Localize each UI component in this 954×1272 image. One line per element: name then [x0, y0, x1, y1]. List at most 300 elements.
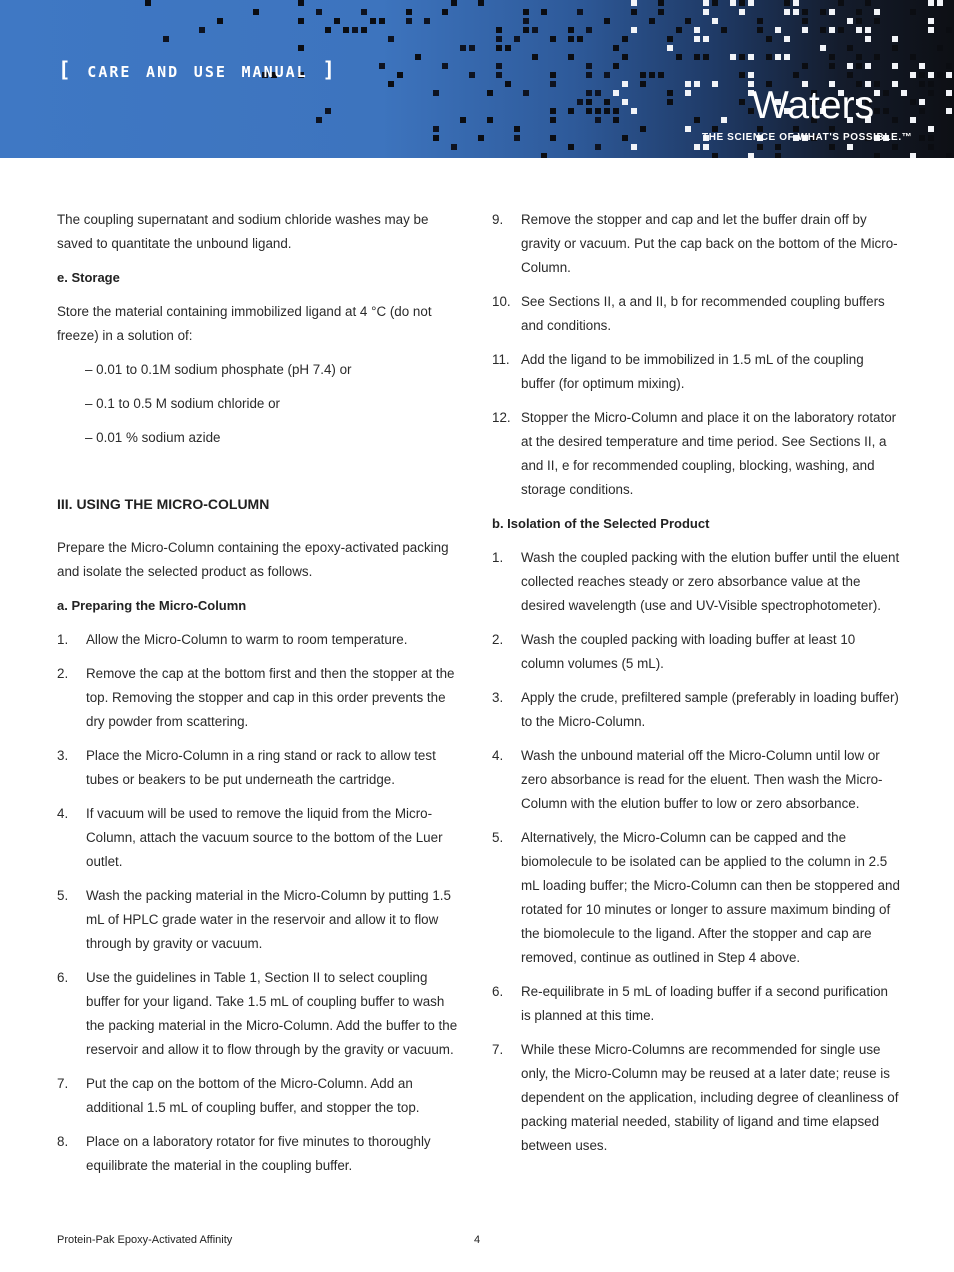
list-item — [57, 1072, 462, 1120]
pixel-block — [919, 135, 925, 141]
pixel-block — [514, 135, 520, 141]
pixel-block — [505, 81, 511, 87]
pixel-block — [397, 72, 403, 78]
pixel-block — [640, 126, 646, 132]
pixel-block — [847, 63, 853, 69]
pixel-block — [388, 36, 394, 42]
pixel-block — [946, 153, 952, 158]
pixel-block — [946, 27, 952, 33]
pixel-block — [910, 153, 916, 158]
pixel-block — [928, 81, 934, 87]
storage-list-item: – 0.01 % sodium azide — [85, 430, 221, 445]
pixel-block — [424, 18, 430, 24]
pixel-block — [856, 9, 862, 15]
list-item — [492, 980, 900, 1028]
pixel-block — [937, 72, 943, 78]
pixel-block — [928, 135, 934, 141]
pixel-block — [586, 99, 592, 105]
pixel-block — [631, 27, 637, 33]
pixel-block — [775, 27, 781, 33]
list-item — [492, 290, 900, 338]
pixel-block — [694, 144, 700, 150]
pixel-block — [469, 72, 475, 78]
pixel-block — [622, 54, 628, 60]
pixel-block — [541, 153, 547, 158]
pixel-block — [910, 117, 916, 123]
pixel-block — [892, 36, 898, 42]
pixel-block — [352, 27, 358, 33]
pixel-block — [460, 45, 466, 51]
list-item-number: 7. — [492, 1042, 504, 1057]
pixel-block — [730, 54, 736, 60]
pixel-block — [388, 81, 394, 87]
pixel-block — [928, 27, 934, 33]
pixel-block — [253, 9, 259, 15]
storage-list-item: – 0.1 to 0.5 M sodium chloride or — [85, 396, 281, 411]
pixel-block — [703, 144, 709, 150]
pixel-block — [676, 27, 682, 33]
list-item-text: Allow the Micro-Column to warm to room temperature. — [86, 632, 408, 647]
pixel-block — [739, 54, 745, 60]
pixel-block — [721, 27, 727, 33]
pixel-block — [496, 27, 502, 33]
pixel-block — [406, 9, 412, 15]
pixel-block — [712, 0, 718, 6]
pixel-block — [325, 27, 331, 33]
list-item — [57, 628, 462, 652]
pixel-block — [892, 63, 898, 69]
pixel-block — [631, 144, 637, 150]
pixel-block — [784, 9, 790, 15]
pixel-block — [667, 36, 673, 42]
pixel-block — [586, 108, 592, 114]
pixel-block — [604, 99, 610, 105]
pixel-block — [856, 63, 862, 69]
isolation-heading: b. Isolation of the Selected Product — [492, 516, 710, 531]
list-item-number: 6. — [492, 984, 504, 999]
storage-list-item: – 0.01 to 0.1M sodium phosphate (pH 7.4) or — [85, 362, 352, 377]
list-item — [57, 1130, 462, 1178]
pixel-block — [604, 18, 610, 24]
pixel-block — [694, 36, 700, 42]
pixel-block — [757, 18, 763, 24]
pixel-block — [910, 99, 916, 105]
list-item-number: 9. — [492, 212, 504, 227]
pixel-block — [793, 72, 799, 78]
page-number: 4 — [474, 1234, 481, 1246]
pixel-block — [919, 81, 925, 87]
pixel-block — [568, 27, 574, 33]
list-item-text: If vacuum will be used to remove the liquid from the Micro-Column, attach the vacuum source to the bottom of the Luer outlet. — [86, 806, 443, 869]
brand-tagline: THE SCIENCE OF WHAT'S POSSIBLE.™ — [702, 132, 913, 143]
list-item-text: Wash the unbound material off the Micro-Column until low or zero absorbance is read for the eluent. Then wash the Micro-Column with the elution buffer to low or zero absorbance. — [521, 748, 883, 811]
list-item-number: 6. — [57, 970, 69, 985]
pixel-block — [298, 45, 304, 51]
pixel-block — [496, 63, 502, 69]
pixel-block — [874, 90, 880, 96]
pixel-block — [658, 0, 664, 6]
pixel-block — [550, 135, 556, 141]
pixel-block — [874, 18, 880, 24]
list-item-text: Put the cap on the bottom of the Micro-Column. Add an additional 1.5 mL of coupling buffer, and stopper the top. — [86, 1076, 420, 1115]
pixel-block — [919, 63, 925, 69]
list-item-text: Place the Micro-Column in a ring stand or rack to allow test tubes or beakers to be put underneath the cartridge. — [86, 748, 436, 787]
pixel-block — [433, 126, 439, 132]
pixel-block — [928, 126, 934, 132]
pixel-block — [802, 9, 808, 15]
pixel-block — [532, 54, 538, 60]
pixel-block — [433, 135, 439, 141]
pixel-block — [802, 18, 808, 24]
pixel-block — [415, 54, 421, 60]
pixel-block — [622, 135, 628, 141]
list-item-number: 7. — [57, 1076, 69, 1091]
pixel-block — [748, 0, 754, 6]
pixel-block — [532, 27, 538, 33]
list-item — [57, 802, 462, 874]
pixel-block — [514, 36, 520, 42]
pixel-block — [370, 18, 376, 24]
pixel-block — [748, 54, 754, 60]
pixel-block — [865, 0, 871, 6]
pixel-block — [433, 90, 439, 96]
pixel-block — [847, 45, 853, 51]
pixel-block — [622, 36, 628, 42]
pixel-block — [856, 18, 862, 24]
pixel-block — [541, 9, 547, 15]
pixel-block — [505, 45, 511, 51]
list-item-number: 1. — [492, 550, 504, 565]
pixel-block — [703, 36, 709, 42]
pixel-block — [829, 54, 835, 60]
storage-paragraph: Store the material containing immobilized ligand at 4 °C (do not freeze) in a solution of: — [57, 304, 432, 343]
pixel-block — [163, 36, 169, 42]
pixel-block — [478, 0, 484, 6]
list-item-text: Wash the coupled packing with the elution buffer until the eluent collected reaches steady or zero absorbance value at the desired wavelength (use and UV-Visible spectrophotometer). — [521, 550, 900, 613]
pixel-block — [874, 9, 880, 15]
pixel-block — [568, 36, 574, 42]
pixel-block — [442, 9, 448, 15]
pixel-block — [874, 54, 880, 60]
pixel-block — [694, 81, 700, 87]
pixel-block — [820, 9, 826, 15]
list-item — [492, 546, 900, 618]
pixel-block — [784, 0, 790, 6]
pixel-block — [892, 144, 898, 150]
pixel-block — [838, 27, 844, 33]
pixel-block — [802, 27, 808, 33]
header-banner — [0, 0, 954, 158]
pixel-block — [721, 117, 727, 123]
pixel-block — [748, 72, 754, 78]
pixel-block — [631, 0, 637, 6]
pixel-block — [829, 63, 835, 69]
pixel-block — [685, 90, 691, 96]
pixel-block — [919, 72, 925, 78]
manual-title: [ care and use manual ] — [58, 58, 337, 82]
isolation-steps-list — [492, 546, 900, 1158]
pixel-block — [298, 18, 304, 24]
pixel-block — [640, 72, 646, 78]
list-item — [492, 208, 900, 280]
list-item-text: See Sections II, a and II, b for recommended coupling buffers and conditions. — [521, 294, 885, 333]
pixel-block — [739, 99, 745, 105]
pixel-block — [685, 18, 691, 24]
pixel-block — [334, 18, 340, 24]
pixel-block — [514, 126, 520, 132]
pixel-block — [685, 126, 691, 132]
pixel-block — [523, 9, 529, 15]
pixel-block — [613, 90, 619, 96]
pixel-block — [739, 9, 745, 15]
pixel-block — [361, 27, 367, 33]
pixel-block — [757, 144, 763, 150]
pixel-block — [892, 81, 898, 87]
pixel-block — [829, 27, 835, 33]
list-item-number: 4. — [57, 806, 69, 821]
list-item-text: Alternatively, the Micro-Column can be capped and the biomolecule to be isolated can be applied to the column in 2.5 mL loading buffer; the Micro-Column can then be stoppered and rotated for 10 minutes or longer to assure maximum binding of the biomolecule to the ligand. After the stopper and cap are removed, continue as outlined in Step 4 above. — [521, 830, 900, 965]
list-item-number: 11. — [492, 352, 510, 367]
pixel-block — [487, 117, 493, 123]
pixel-block — [712, 18, 718, 24]
waters-logo: Waters — [752, 84, 875, 127]
list-item-number: 2. — [57, 666, 69, 681]
list-item-text: Remove the cap at the bottom first and then the stopper at the top. Removing the stopper and cap in this order prevents the dry powder from scattering. — [86, 666, 455, 729]
pixel-block — [649, 72, 655, 78]
pixel-block — [496, 45, 502, 51]
pixel-block — [613, 63, 619, 69]
list-item — [57, 662, 462, 734]
pixel-block — [496, 72, 502, 78]
pixel-block — [595, 90, 601, 96]
list-item-text: Wash the coupled packing with loading buffer at least 10 column volumes (5 mL). — [521, 632, 856, 671]
pixel-block — [874, 153, 880, 158]
intro-paragraph: The coupling supernatant and sodium chloride washes may be saved to quantitate the unbound ligand. — [57, 212, 429, 251]
list-item-text: Stopper the Micro-Column and place it on the laboratory rotator at the desired temperature and time period. See Sections II, a and II, e for recommended coupling, blocking, washing, and storage conditions. — [521, 410, 897, 497]
pixel-block — [631, 108, 637, 114]
pixel-block — [928, 90, 934, 96]
pixel-block — [739, 72, 745, 78]
prep-heading: a. Preparing the Micro-Column — [57, 598, 247, 613]
list-item-text: Use the guidelines in Table 1, Section II to select coupling buffer for your ligand. Take 1.5 mL of coupling buffer to wash the packing material in the Micro-Column. Add the buffer to the reservoir and allow it to flow through by the gravity or vacuum. — [86, 970, 458, 1057]
pixel-block — [469, 45, 475, 51]
pixel-block — [496, 36, 502, 42]
pixel-block — [523, 90, 529, 96]
pixel-block — [793, 9, 799, 15]
pixel-block — [442, 63, 448, 69]
pixel-block — [667, 99, 673, 105]
pixel-block — [793, 0, 799, 6]
pixel-block — [586, 72, 592, 78]
pixel-block — [847, 144, 853, 150]
list-item-text: Wash the packing material in the Micro-Column by putting 1.5 mL of HPLC grade water in the reservoir and allow it to flow through by gravity or vacuum. — [86, 888, 451, 951]
pixel-block — [937, 45, 943, 51]
list-item-number: 5. — [492, 830, 504, 845]
pixel-block — [892, 117, 898, 123]
pixel-block — [343, 27, 349, 33]
list-item-number: 4. — [492, 748, 504, 763]
pixel-block — [928, 144, 934, 150]
pixel-block — [928, 18, 934, 24]
prep-steps-list — [57, 628, 462, 1178]
pixel-block — [694, 117, 700, 123]
pixel-block — [856, 27, 862, 33]
pixel-block — [946, 72, 952, 78]
pixel-block — [730, 0, 736, 6]
pixel-block — [379, 63, 385, 69]
pixel-block — [298, 0, 304, 6]
pixel-block — [937, 0, 943, 6]
pixel-block — [568, 108, 574, 114]
storage-list — [57, 358, 462, 450]
list-item — [492, 744, 900, 816]
list-item — [492, 628, 900, 676]
list-item-text: Apply the crude, prefiltered sample (preferably in loading buffer) to the Micro-Column. — [521, 690, 899, 729]
pixel-block — [712, 81, 718, 87]
pixel-block — [676, 54, 682, 60]
pixel-block — [910, 72, 916, 78]
list-item — [492, 686, 900, 734]
pixel-block — [919, 108, 925, 114]
list-item — [492, 826, 900, 970]
pixel-block — [586, 63, 592, 69]
list-item-number: 1. — [57, 632, 69, 647]
pixel-block — [685, 81, 691, 87]
pixel-block — [802, 63, 808, 69]
pixel-block — [451, 0, 457, 6]
pixel-block — [595, 117, 601, 123]
pixel-block — [694, 54, 700, 60]
pixel-block — [739, 0, 745, 6]
list-item — [57, 744, 462, 792]
pixel-block — [946, 63, 952, 69]
pixel-block — [865, 36, 871, 42]
pixel-block — [775, 144, 781, 150]
pixel-block — [613, 108, 619, 114]
pixel-block — [451, 144, 457, 150]
pixel-block — [748, 153, 754, 158]
pixel-block — [586, 90, 592, 96]
pixel-block — [766, 36, 772, 42]
list-item — [57, 966, 462, 1062]
pixel-block — [658, 72, 664, 78]
pixel-block — [577, 99, 583, 105]
pixel-block — [784, 54, 790, 60]
list-item-text: Re-equilibrate in 5 mL of loading buffer if a second purification is planned at this time. — [521, 984, 888, 1023]
pixel-block — [703, 54, 709, 60]
pixel-block — [847, 18, 853, 24]
pixel-block — [847, 72, 853, 78]
pixel-block — [892, 45, 898, 51]
pixel-block — [478, 135, 484, 141]
pixel-block — [829, 144, 835, 150]
pixel-block — [460, 117, 466, 123]
left-column — [57, 208, 462, 1188]
pixel-block — [694, 27, 700, 33]
pixel-block — [622, 81, 628, 87]
pixel-block — [703, 9, 709, 15]
pixel-block — [217, 18, 223, 24]
pixel-block — [631, 9, 637, 15]
list-item-text: While these Micro-Columns are recommended for single use only, the Micro-Column may be reused at a later date; reuse is dependent on the application, including degree of cleanliness of packing material needed, stability of ligand and time elapsed between uses. — [521, 1042, 899, 1153]
pixel-block — [874, 81, 880, 87]
list-item-text: Remove the stopper and cap and let the buffer drain off by gravity or vacuum. Put the cap back on the bottom of the Micro-Column. — [521, 212, 898, 275]
pixel-block — [658, 9, 664, 15]
section-heading: III. USING THE MICRO-COLUMN — [57, 496, 270, 512]
pixel-block — [523, 18, 529, 24]
list-item-number: 5. — [57, 888, 69, 903]
list-item-number: 10. — [492, 294, 511, 309]
pixel-block — [766, 54, 772, 60]
pixel-block — [712, 153, 718, 158]
list-item-number: 3. — [57, 748, 69, 763]
pixel-block — [946, 90, 952, 96]
pixel-block — [820, 27, 826, 33]
footer-product-name: Protein-Pak Epoxy-Activated Affinity — [57, 1234, 233, 1246]
pixel-block — [379, 18, 385, 24]
list-item-text: Place on a laboratory rotator for five minutes to thoroughly equilibrate the material in the coupling buffer. — [86, 1134, 431, 1173]
list-item — [57, 884, 462, 956]
pixel-block — [703, 0, 709, 6]
list-item — [492, 406, 900, 502]
pixel-block — [316, 9, 322, 15]
pixel-block — [838, 0, 844, 6]
list-item — [492, 348, 900, 396]
pixel-block — [604, 108, 610, 114]
pixel-block — [865, 63, 871, 69]
pixel-block — [550, 117, 556, 123]
pixel-block — [550, 72, 556, 78]
pixel-block — [595, 144, 601, 150]
pixel-block — [361, 9, 367, 15]
pixel-block — [145, 0, 151, 6]
pixel-block — [550, 36, 556, 42]
pixel-block — [901, 90, 907, 96]
pixel-block — [595, 108, 601, 114]
pixel-block — [325, 108, 331, 114]
list-item-number: 2. — [492, 632, 504, 647]
pixel-block — [874, 108, 880, 114]
pixel-block — [865, 27, 871, 33]
pixel-block — [667, 90, 673, 96]
section-intro: Prepare the Micro-Column containing the epoxy-activated packing and isolate the selected product as follows. — [57, 540, 449, 579]
pixel-block — [604, 72, 610, 78]
pixel-block — [928, 0, 934, 6]
storage-heading: e. Storage — [57, 270, 120, 285]
pixel-block — [820, 45, 826, 51]
right-column — [492, 208, 900, 1168]
pixel-block — [757, 27, 763, 33]
pixel-block — [856, 54, 862, 60]
pixel-block — [946, 108, 952, 114]
pixel-block — [550, 81, 556, 87]
list-item-number: 12. — [492, 410, 511, 425]
list-item-number: 8. — [57, 1134, 69, 1149]
pixel-block — [568, 144, 574, 150]
pixel-block — [775, 153, 781, 158]
pixel-block — [613, 117, 619, 123]
list-item — [492, 1038, 900, 1158]
pixel-block — [577, 9, 583, 15]
pixel-block — [784, 36, 790, 42]
pixel-block — [577, 36, 583, 42]
pixel-block — [640, 81, 646, 87]
pixel-block — [649, 18, 655, 24]
pixel-block — [199, 27, 205, 33]
pixel-block — [316, 117, 322, 123]
pixel-block — [910, 9, 916, 15]
pixel-block — [883, 90, 889, 96]
